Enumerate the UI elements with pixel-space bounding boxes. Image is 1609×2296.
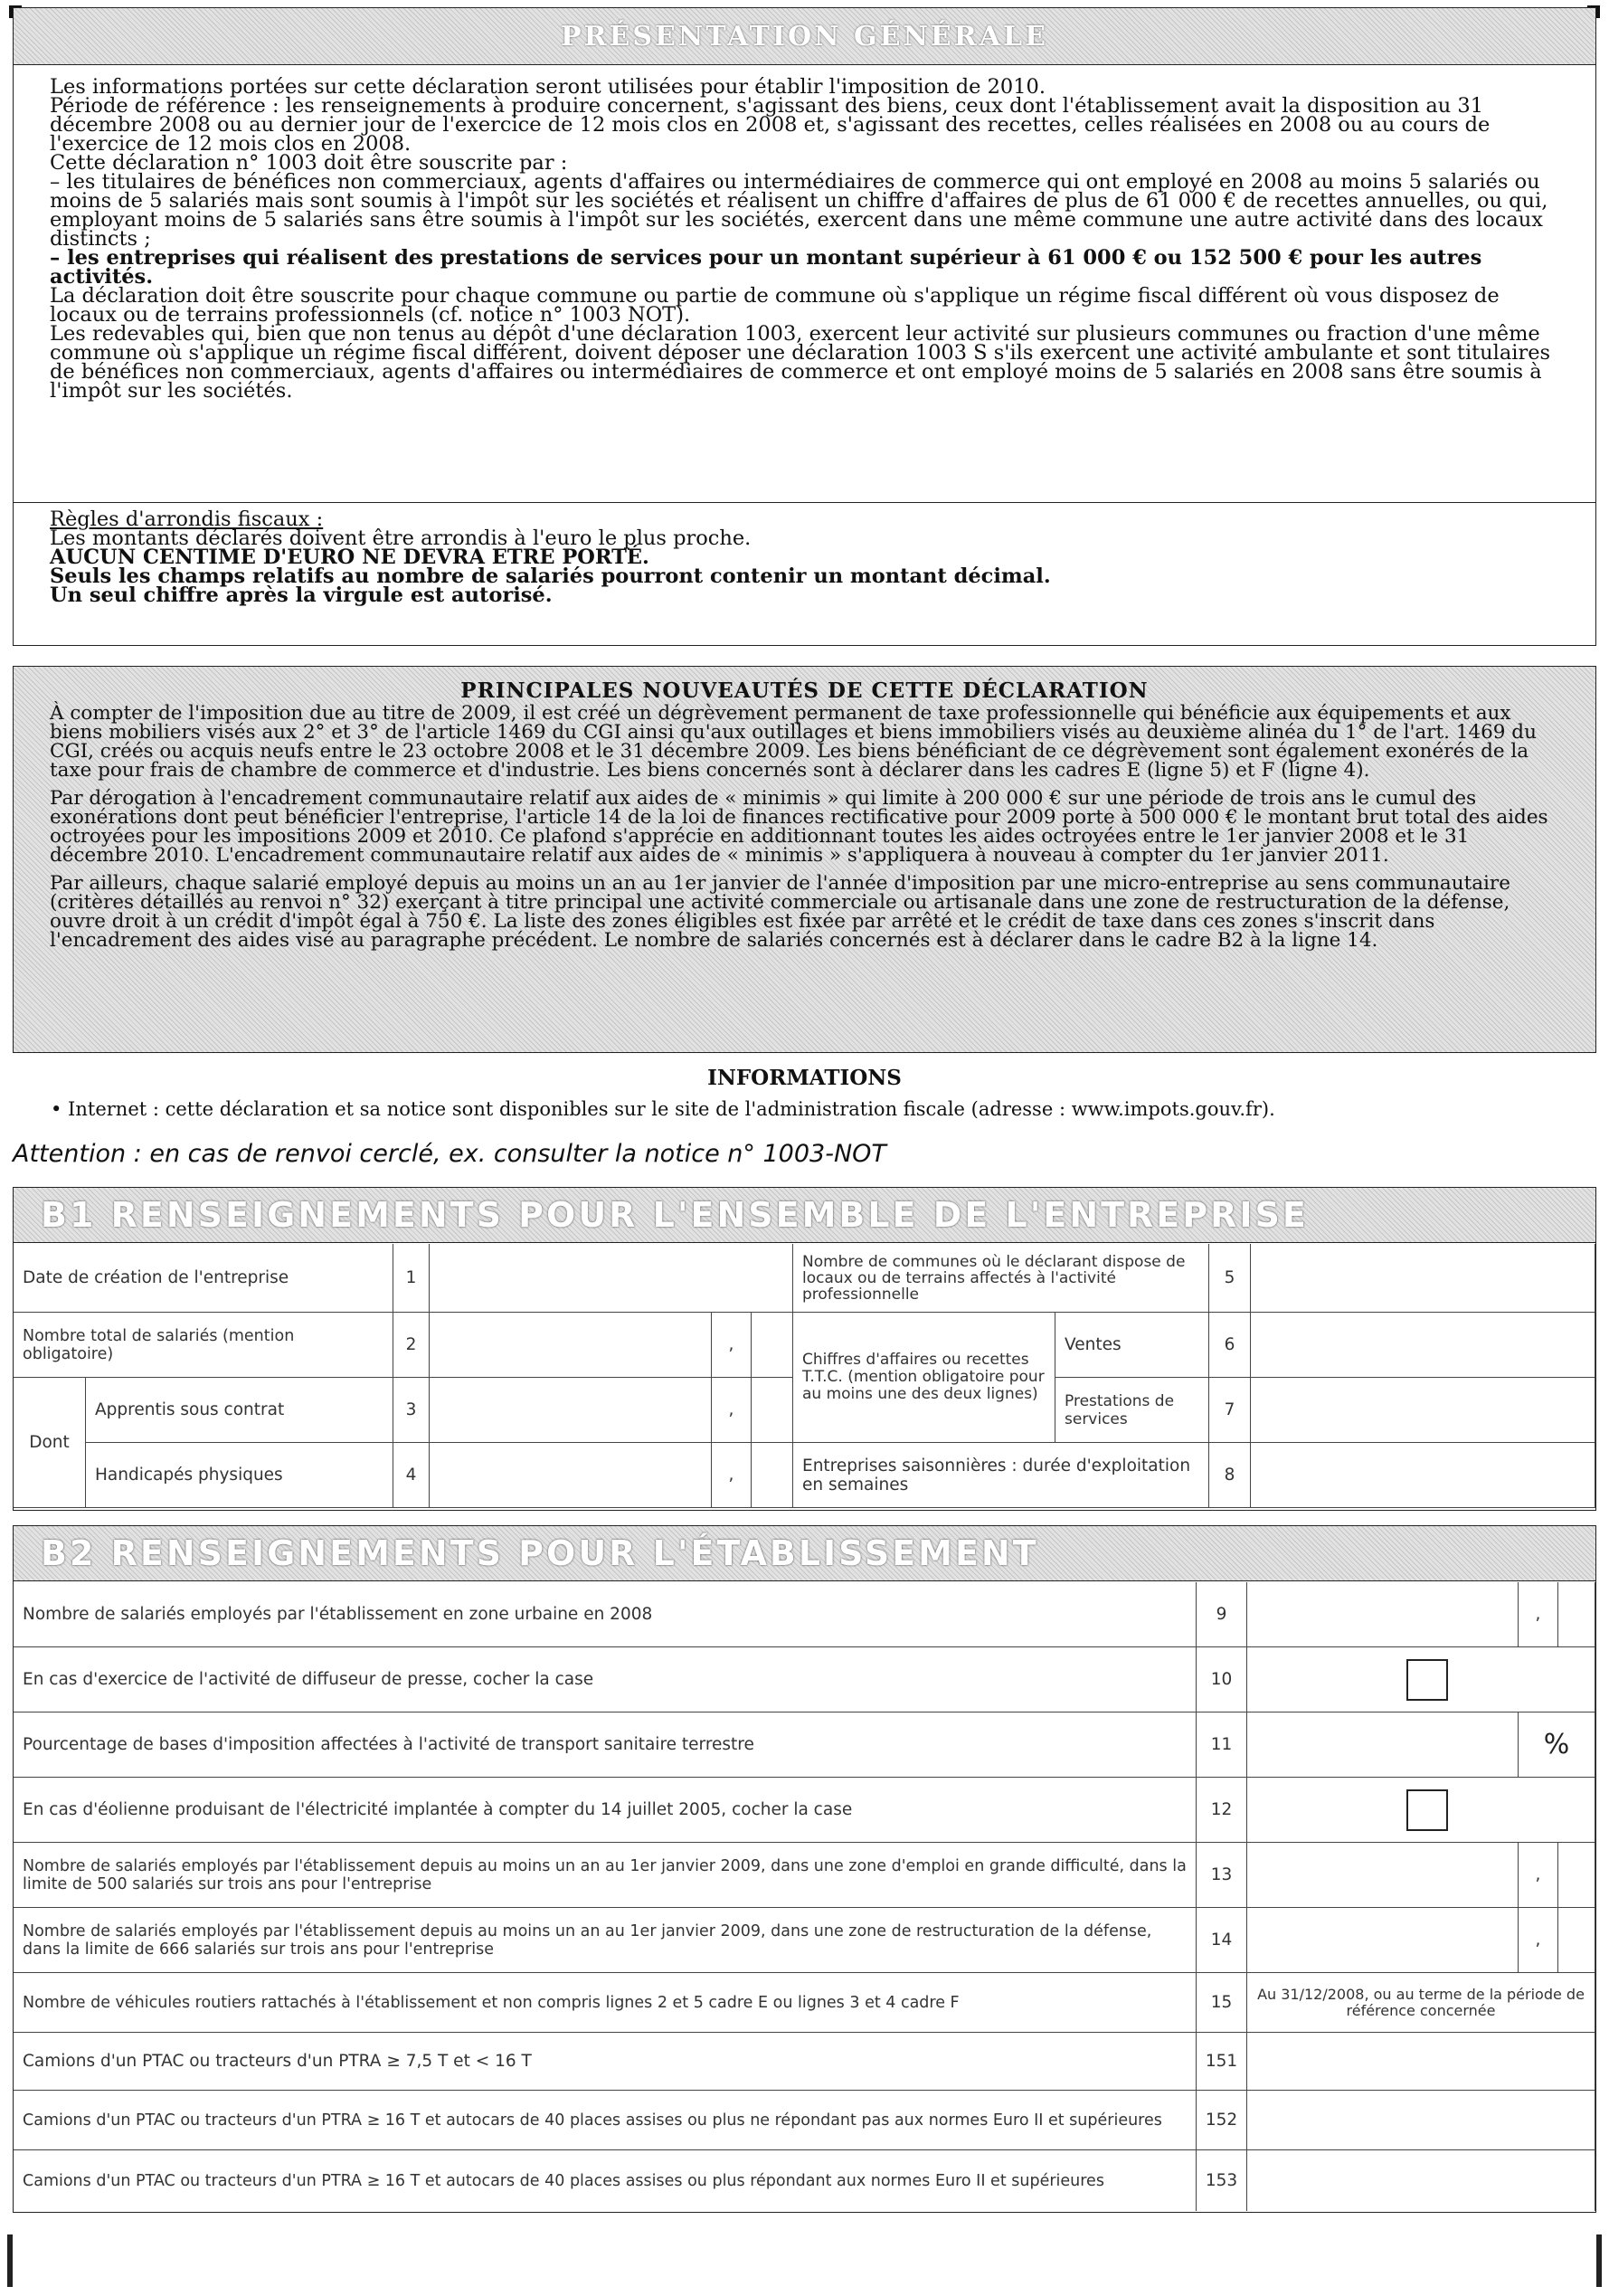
b2-ref-note: Au 31/12/2008, ou au terme de la période de référence concernée [1247,1973,1595,2033]
eolienne-checkbox[interactable] [1406,1789,1448,1831]
general-header: PRÉSENTATION GÉNÉRALE [14,8,1595,65]
b1-prestations-input[interactable] [1251,1378,1595,1443]
b2-camions-153-input[interactable] [1247,2150,1595,2211]
general-line: – les titulaires de bénéfices non commerciaux, agents d'affaires ou intermédiaires de commerce qui ont employé en 2008 au moins 5 salariés ou moins de 5 salariés mais sont soumis à l'impôt sur les sociétés et réalisent un chiffre d'affaires de plus de 61 000 € de recettes annuelles, ou qui, employant moins de 5 salariés sans être soumis à l'impôt sur les sociétés, exercent dans une même commune une autre activité dans des locaux distincts ; [50,170,1548,251]
bracket-mark-bl [7,2234,13,2287]
general-line: Cette déclaration n° 1003 doit être souscrite par : [50,151,568,175]
rules-title: Règles d'arrondis fiscaux : [50,508,324,531]
b1-right-label: Prestations de services [1055,1378,1209,1443]
b2-row-num: 11 [1197,1713,1247,1778]
rules-line: Les montants déclarés doivent être arrondis à l'euro le plus proche. [50,527,752,550]
b1-total-salaries-input[interactable] [430,1313,712,1378]
b2-row-num: 152 [1197,2091,1247,2150]
news-title: PRINCIPALES NOUVEAUTÉS DE CETTE DÉCLARATION [460,678,1149,703]
general-line: La déclaration doit être souscrite pour chaque commune ou partie de commune où s'applique un régime fiscal différent où vous disposez de locaux ou de terrains professionnels (cf. notice n° 1003 NOT). [50,284,1500,327]
b2-row-label: Pourcentage de bases d'imposition affectées à l'activité de transport sanitaire terrestre [14,1713,1197,1778]
b2-zone-emploi-input[interactable] [1247,1843,1519,1908]
b1-ca-label: Chiffres d'affaires ou recettes T.T.C. (mention obligatoire pour au moins une des deux lignes) [793,1313,1055,1443]
b2-eolienne-cell [1247,1778,1595,1843]
bracket-mark-br [1596,2234,1602,2287]
b1-row-num: 2 [393,1313,430,1378]
b2-row-label: En cas d'éolienne produisant de l'électricité implantée à compter du 14 juillet 2005, cocher la case [14,1778,1197,1843]
b1-right-label: Entreprises saisonnières : durée d'exploitation en semaines [793,1443,1209,1508]
b2-header: B2 RENSEIGNEMENTS POUR L'ÉTABLISSEMENT [14,1526,1595,1581]
b1-saisonniere-input[interactable] [1251,1443,1595,1508]
b1-row-num: 3 [393,1378,430,1443]
attention-text: Attention : en cas de renvoi cerclé, ex. consulter la notice n° 1003-NOT [13,1140,886,1168]
general-section [13,7,1596,646]
b2-row-num: 15 [1197,1973,1247,2033]
b1-header: B1 RENSEIGNEMENTS POUR L'ENSEMBLE DE L'ENTREPRISE [14,1188,1595,1243]
b2-row-num: 14 [1197,1908,1247,1973]
percent-sign: % [1519,1713,1595,1778]
b1-row-label: Date de création de l'entreprise [14,1244,393,1313]
b2-zone-defense-decimal[interactable] [1558,1908,1595,1973]
b2-zone-defense-input[interactable] [1247,1908,1519,1973]
news-paragraph: Par ailleurs, chaque salarié employé depuis au moins un an au 1er janvier de l'année d'imposition par une micro-entreprise au sens communautaire (critères détaillés au renvoi n° 32) exerçant à titre principal une activité commerciale ou artisanale dans une zone de restructuration de la défense, ouvre droit à un crédit d'impôt égal à 750 €. La liste des zones éligibles est fixée par arrêté et le crédit de taxe dans ces zones s'inscrit dans l'encadrement des aides visé au paragraphe précédent. Le nombre de salariés concernés est à déclarer dans le cadre B2 à la ligne 14. [50,872,1510,952]
rules-line: Seuls les champs relatifs au nombre de salariés pourront contenir un montant décimal. [50,565,1051,588]
b2-row-num: 13 [1197,1843,1247,1908]
b1-ventes-input[interactable] [1251,1313,1595,1378]
comma-separator: , [712,1313,752,1378]
general-line: Les informations portées sur cette déclaration seront utilisées pour établir l'imposition de 2010. [50,75,1046,99]
comma-separator: , [1519,1843,1558,1908]
b1-right-label: Nombre de communes où le déclarant dispose de locaux ou de terrains affectés à l'activité professionnelle [793,1244,1209,1313]
b2-presse-cell [1247,1647,1595,1713]
b2-row-label: Nombre de salariés employés par l'établissement en zone urbaine en 2008 [14,1582,1197,1647]
b2-transport-sanitaire-input[interactable] [1247,1713,1519,1778]
comma-separator: , [1519,1582,1558,1647]
b1-right-num: 7 [1209,1378,1251,1443]
news-section [13,666,1596,1053]
b1-row-label: Apprentis sous contrat [86,1378,393,1443]
b2-zone-urbaine-input[interactable] [1247,1582,1519,1647]
rules-line: Un seul chiffre après la virgule est autorisé. [50,583,553,607]
news-text [14,667,1595,972]
news-paragraph: À compter de l'imposition due au titre de 2009, il est créé un dégrèvement permanent de taxe professionnelle qui bénéficie aux équipements et aux biens mobiliers visés aux 2° et 3° de l'article 1469 du CGI ainsi qu'aux outillages et biens immobiliers visés au deuxième alinéa du 1° de l'art. 1469 du CGI, créés ou acquis neufs entre le 23 octobre 2008 et le 31 décembre 2009. Les biens bénéficiant de ce dégrèvement sont également exonérés de la taxe pour frais de chambre de commerce et d'industrie. Les biens concernés sont à déclarer dans les cadres E (ligne 5) et F (ligne 4). [50,702,1537,782]
b1-row-label: Handicapés physiques [86,1443,393,1508]
b2-row-label: Nombre de salariés employés par l'établissement depuis au moins un an au 1er janvier 2009, dans une zone d'emploi en grande difficulté, dans la limite de 500 salariés sur trois ans pour l'entreprise [14,1843,1197,1908]
general-text [14,65,1595,408]
b1-row-label: Nombre total de salariés (mention obligatoire) [14,1313,393,1378]
b1-total-salaries-decimal[interactable] [752,1313,793,1378]
b2-zone-urbaine-decimal[interactable] [1558,1582,1595,1647]
b2-row-num: 153 [1197,2150,1247,2211]
b1-right-label: Ventes [1055,1313,1209,1378]
b1-section [13,1187,1596,1511]
b1-row-num: 1 [393,1244,430,1313]
comma-separator: , [712,1443,752,1508]
b1-handicapes-input[interactable] [430,1443,712,1508]
b1-communes-input[interactable] [1251,1244,1595,1313]
general-line: Les redevables qui, bien que non tenus au dépôt d'une déclaration 1003, exercent leur activité sur plusieurs communes ou fraction d'une même commune où s'applique un régime fiscal différent, doivent déposer une déclaration 1003 S s'ils exercent une activité ambulante et sont titulaires de bénéfices non commerciaux, agents d'affaires ou intermédiaires de commerce et ont employé moins de 5 salariés en 2008 sans être soumis à l'impôt sur les sociétés. [50,322,1551,403]
general-line: – les entreprises qui réalisent des prestations de services pour un montant supérieur à 61 000 € ou 152 500 € pour les autres activités. [50,246,1482,289]
b2-section [13,1525,1596,2213]
general-line: Période de référence : les renseignements à produire concernent, s'agissant des biens, ceux dont l'établissement avait la disposition au 31 décembre 2008 ou au dernier jour de l'exercice de 12 mois clos en 2008 et, s'agissant des recettes, celles réalisées en 2008 ou au cours de l'exercice de 12 mois clos en 2008. [50,94,1491,156]
b2-row-num: 151 [1197,2033,1247,2091]
comma-separator: , [712,1378,752,1443]
attention-note [13,1140,886,1168]
b1-right-num: 8 [1209,1443,1251,1508]
b2-row-num: 12 [1197,1778,1247,1843]
diffuseur-presse-checkbox[interactable] [1406,1659,1448,1701]
rules-line: AUCUN CENTIME D'EURO NE DEVRA ETRE PORTÉ. [50,546,649,569]
b1-row-num: 4 [393,1443,430,1508]
rounding-rules [14,502,1595,612]
b2-row-num: 10 [1197,1647,1247,1713]
info-title: INFORMATIONS [707,1066,902,1090]
b2-row-label: Camions d'un PTAC ou tracteurs d'un PTRA ≥ 7,5 T et < 16 T [14,2033,1197,2091]
comma-separator: , [1519,1908,1558,1973]
b2-row-label: En cas d'exercice de l'activité de diffuseur de presse, cocher la case [14,1647,1197,1713]
b2-camions-151-input[interactable] [1247,2033,1595,2091]
b1-right-num: 5 [1209,1244,1251,1313]
b2-row-label: Nombre de véhicules routiers rattachés à l'établissement et non compris lignes 2 et 5 cadre E ou lignes 3 et 4 cadre F [14,1973,1197,2033]
b2-row-num: 9 [1197,1582,1247,1647]
b2-zone-emploi-decimal[interactable] [1558,1843,1595,1908]
b1-apprentis-input[interactable] [430,1378,712,1443]
b1-handicapes-decimal[interactable] [752,1443,793,1508]
b2-row-label: Camions d'un PTAC ou tracteurs d'un PTRA ≥ 16 T et autocars de 40 places assises ou plus répondant aux normes Euro II et supérieures [14,2150,1197,2211]
info-line: • Internet : cette déclaration et sa notice sont disponibles sur le site de l'administration fiscale (adresse : www.impots.gouv.fr). [51,1098,1275,1120]
news-paragraph: Par dérogation à l'encadrement communautaire relatif aux aides de « minimis » qui limite à 200 000 € sur une période de trois ans le cumul des exonérations dont peut bénéficier l'entreprise, l'article 14 de la loi de finances rectificative pour 2009 porte à 500 000 € le montant brut total des aides octroyées pour les impositions 2009 et 2010. Ce plafond s'apprécie en additionnant toutes les aides octroyées entre le 1er janvier 2008 et le 31 décembre 2010. L'encadrement communautaire relatif aux aides de « minimis » s'appliquera à nouveau à compter du 1er janvier 2011. [50,787,1548,867]
b1-right-num: 6 [1209,1313,1251,1378]
b2-camions-152-input[interactable] [1247,2091,1595,2150]
b2-row-label: Camions d'un PTAC ou tracteurs d'un PTRA ≥ 16 T et autocars de 40 places assises ou plus ne répondant pas aux normes Euro II et supérieures [14,2091,1197,2150]
b1-apprentis-decimal[interactable] [752,1378,793,1443]
b1-date-creation-input[interactable] [430,1244,793,1313]
dont-label: Dont [14,1378,86,1508]
b2-row-label: Nombre de salariés employés par l'établissement depuis au moins un an au 1er janvier 2009, dans une zone de restructuration de la défense, dans la limite de 666 salariés sur trois ans pour l'entreprise [14,1908,1197,1973]
